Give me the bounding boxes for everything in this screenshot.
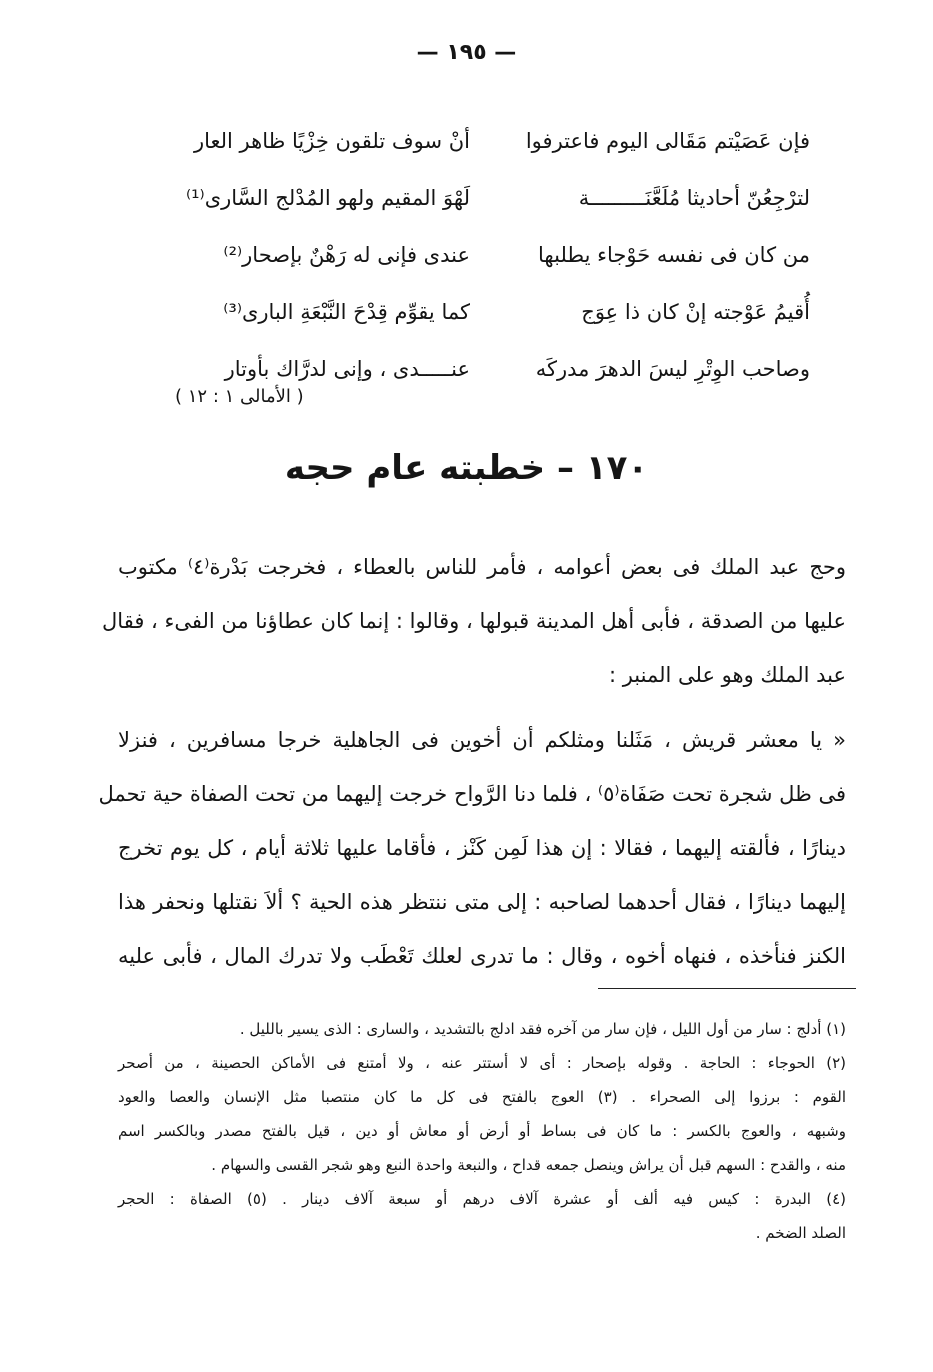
poem-hemistich-second: عنـــــدى ، وإنى لدرَّاك بأوتار — [224, 356, 470, 381]
paragraph-line: دينارًا ، فألقته إليهما ، فقالا : إن هذا لَمِن كَنْز ، فأقاما عليها ثلاثة أيام ، كل يوم تخرج — [118, 836, 846, 860]
section-title: ١٧٠ – خطبته عام حجه — [284, 448, 649, 488]
footnote-line: القوم : برزوا إلى الصحراء . (٣) العوج بالفتح فى كل ما كان منتصبا مثل الإنسان والعصا والعود — [118, 1088, 846, 1106]
footnote-line: الصلد الضخم . — [755, 1224, 846, 1242]
poem-hemistich-first: أُقيمُ عَوْجته إنْ كان ذا عِوَج — [581, 299, 810, 324]
page-number: — ١٩٥ — — [416, 40, 517, 65]
paragraph-line: « يا معشر قريش ، مَثَلنا ومثلكم أن أخوين فى الجاهلية خرجا مسافرين ، فنزلا — [118, 728, 846, 752]
body-text — [98, 540, 846, 983]
poem-verse — [150, 169, 810, 226]
footnotes — [118, 1012, 846, 1250]
poem-hemistich-first: وصاحب الوِتْرِ ليسَ الدهرَ مدركَه — [535, 356, 810, 381]
poem-hemistich-second: لَهْوَ المقيم ولهو المُدْلج السَّارى⁽¹⁾ — [185, 185, 470, 210]
paragraph-line: عليها من الصدقة ، فأبى أهل المدينة قبولها ، وقالوا : إنما كان عطاؤنا من الفىء ، فقال — [102, 609, 846, 633]
paragraph-line: الكنز فنأخذه ، فنهاه أخوه ، وقال : ما تدرى لعلك تَعْطَب ولا تدرك المال ، فأبى عليه — [118, 944, 846, 968]
poem-hemistich-first: فإن عَصَيْتم مَقَالى اليوم فاعترفوا — [525, 128, 810, 153]
footnote-line: (٢) الحوجاء : الحاجة . وقوله بإصحار : أى لا أستتر عنه ، ولا أمتنع فى الأماكن الحصينة ، من أصحر — [118, 1054, 846, 1072]
poem-verse — [150, 112, 810, 169]
poem-hemistich-first: من كان فى نفسه حَوْجاء يطلبها — [538, 242, 810, 267]
poem-hemistich-first: لترْجِعُنّ أحاديثا مُلَعَّنَـــــــــة — [578, 185, 810, 210]
poem-hemistich-second: عندى فإنى له رَهْنٌ بإصحار⁽²⁾ — [223, 242, 470, 267]
poem-hemistich-second: أنْ سوف تلقون خِزْيًا ظاهر العار — [193, 128, 470, 153]
paragraph-line: فى ظل شجرة تحت صَفَاة⁽٥⁾ ، فلما دنا الرَّواح خرجت إليهما من تحت الصفاة حية تحمل — [98, 782, 846, 806]
footnote-separator — [598, 988, 856, 989]
poem-source-citation: ( الأمالى ١ : ١٢ ) — [175, 386, 304, 407]
footnote-line: وشبهه ، والعوج بالكسر : ما كان فى بساط أو أرض أو معاش أو دين ، قيل بالفتح مصدر وبالكسر اسم — [118, 1122, 846, 1140]
paragraph-line: وحج عبد الملك فى بعض أعوامه ، فأمر للناس بالعطاء ، فخرجت بَدْرة⁽٤⁾ مكتوب — [118, 555, 846, 579]
paragraph-line: إليهما دينارًا ، فقال أحدهما لصاحبه : إلى متى ننتظر هذه الحية ؟ ألاَ نقتلها ونحفر هذا — [118, 890, 846, 914]
poem — [150, 112, 810, 397]
poem-hemistich-second: كما يقوِّم قِدْحَ النَّبْعَةِ البارى⁽³⁾ — [223, 299, 470, 324]
poem-verse — [150, 226, 810, 283]
poem-verse — [150, 283, 810, 340]
paragraph-gap — [118, 702, 846, 713]
footnote-line: (١) أدلج : سار من أول الليل ، فإن سار من آخره فقد ادلج بالتشديد ، والسارى : الذى يسير بالليل . — [239, 1020, 846, 1038]
footnote-line: منه ، والقدح : السهم قبل أن يراش وينصل جمعه قداح ، والنبعة واحدة النبع وهو شجر القسى والسهام . — [211, 1156, 846, 1174]
footnote-line: (٤) البدرة : كيس فيه ألف أو عشرة آلاف درهم أو سبعة آلاف دينار . (٥) الصفاة : الحجر — [118, 1190, 846, 1208]
paragraph-line: عبد الملك وهو على المنبر : — [608, 663, 846, 687]
